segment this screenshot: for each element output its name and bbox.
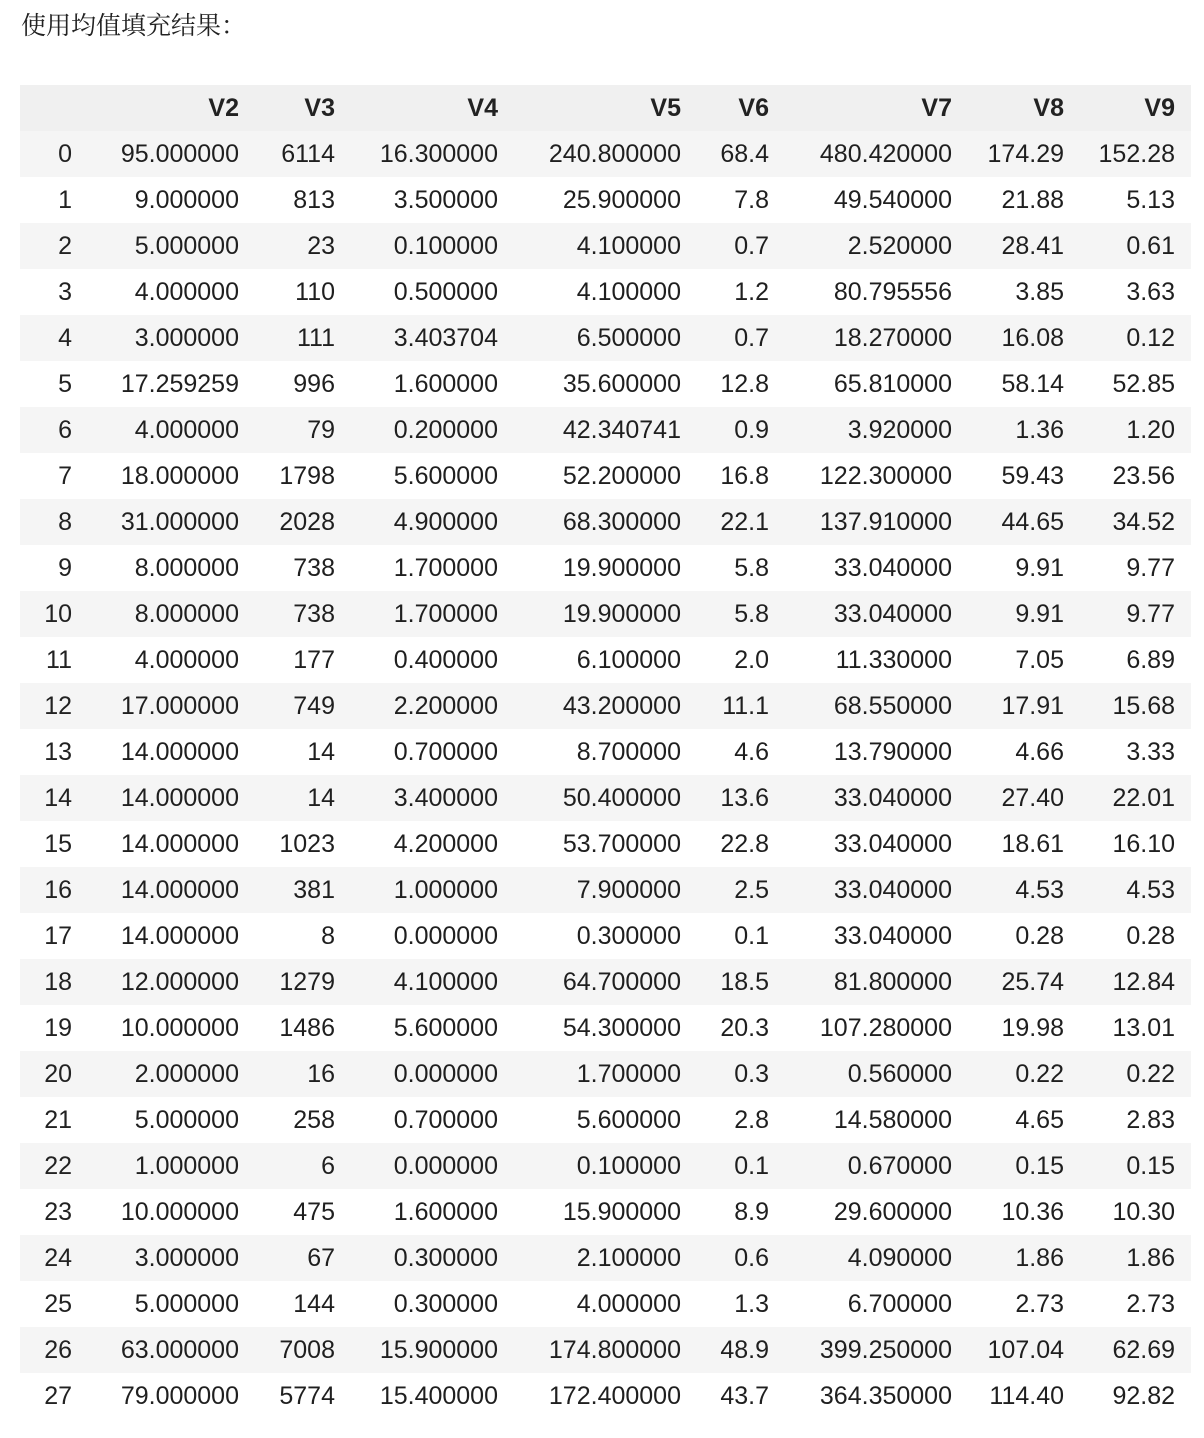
table-cell: 0.400000 [351, 637, 514, 683]
table-cell: 65.810000 [785, 361, 968, 407]
table-cell: 5774 [255, 1373, 351, 1419]
table-cell: 19.900000 [514, 545, 697, 591]
row-index: 7 [20, 453, 88, 499]
table-row [20, 867, 1191, 913]
table-cell: 22.8 [697, 821, 785, 867]
table-cell: 3.400000 [351, 775, 514, 821]
table-cell: 1.700000 [351, 591, 514, 637]
table-cell: 0.22 [968, 1051, 1080, 1097]
table-row [20, 1097, 1191, 1143]
table-row [20, 637, 1191, 683]
table-cell: 9.91 [968, 545, 1080, 591]
table-cell: 5.600000 [351, 1005, 514, 1051]
column-header: V9 [1080, 85, 1191, 131]
table-cell: 34.52 [1080, 499, 1191, 545]
table-cell: 5.8 [697, 545, 785, 591]
dataframe-table [20, 85, 1191, 1419]
row-index: 14 [20, 775, 88, 821]
table-cell: 17.259259 [88, 361, 255, 407]
table-cell: 6.89 [1080, 637, 1191, 683]
table-cell: 1.000000 [88, 1143, 255, 1189]
row-index: 11 [20, 637, 88, 683]
table-cell: 3.63 [1080, 269, 1191, 315]
table-cell: 11.330000 [785, 637, 968, 683]
table-cell: 1.3 [697, 1281, 785, 1327]
table-cell: 6.700000 [785, 1281, 968, 1327]
table-row [20, 315, 1191, 361]
table-cell: 4.900000 [351, 499, 514, 545]
table-cell: 28.41 [968, 223, 1080, 269]
table-cell: 0.6 [697, 1235, 785, 1281]
row-index: 12 [20, 683, 88, 729]
table-cell: 0.670000 [785, 1143, 968, 1189]
table-cell: 177 [255, 637, 351, 683]
table-cell: 4.000000 [88, 407, 255, 453]
table-cell: 1279 [255, 959, 351, 1005]
table-cell: 95.000000 [88, 131, 255, 177]
table-cell: 10.000000 [88, 1005, 255, 1051]
table-cell: 8.000000 [88, 545, 255, 591]
table-cell: 9.77 [1080, 591, 1191, 637]
table-cell: 17.000000 [88, 683, 255, 729]
table-cell: 4.090000 [785, 1235, 968, 1281]
table-cell: 12.8 [697, 361, 785, 407]
row-index: 1 [20, 177, 88, 223]
table-cell: 42.340741 [514, 407, 697, 453]
table-cell: 15.68 [1080, 683, 1191, 729]
table-cell: 18.61 [968, 821, 1080, 867]
table-cell: 0.28 [968, 913, 1080, 959]
table-cell: 3.500000 [351, 177, 514, 223]
table-cell: 5.8 [697, 591, 785, 637]
table-cell: 52.85 [1080, 361, 1191, 407]
table-cell: 33.040000 [785, 591, 968, 637]
table-cell: 3.85 [968, 269, 1080, 315]
table-cell: 68.550000 [785, 683, 968, 729]
table-cell: 114.40 [968, 1373, 1080, 1419]
column-header: V5 [514, 85, 697, 131]
table-cell: 0.300000 [514, 913, 697, 959]
table-cell: 0.22 [1080, 1051, 1191, 1097]
table-cell: 20.3 [697, 1005, 785, 1051]
table-cell: 4.53 [968, 867, 1080, 913]
table-cell: 7.05 [968, 637, 1080, 683]
table-row [20, 959, 1191, 1005]
table-cell: 0.100000 [351, 223, 514, 269]
table-cell: 749 [255, 683, 351, 729]
table-cell: 4.100000 [514, 269, 697, 315]
table-cell: 381 [255, 867, 351, 913]
table-cell: 1.600000 [351, 361, 514, 407]
row-index: 25 [20, 1281, 88, 1327]
table-cell: 3.403704 [351, 315, 514, 361]
table-cell: 174.800000 [514, 1327, 697, 1373]
table-cell: 5.13 [1080, 177, 1191, 223]
table-cell: 2.8 [697, 1097, 785, 1143]
table-cell: 12.84 [1080, 959, 1191, 1005]
table-cell: 13.01 [1080, 1005, 1191, 1051]
table-cell: 23 [255, 223, 351, 269]
table-cell: 813 [255, 177, 351, 223]
table-cell: 0.61 [1080, 223, 1191, 269]
table-cell: 18.000000 [88, 453, 255, 499]
table-cell: 8 [255, 913, 351, 959]
table-cell: 14.580000 [785, 1097, 968, 1143]
table-cell: 2.73 [968, 1281, 1080, 1327]
column-header: V2 [88, 85, 255, 131]
row-index: 23 [20, 1189, 88, 1235]
table-cell: 364.350000 [785, 1373, 968, 1419]
table-cell: 3.000000 [88, 315, 255, 361]
table-cell: 14 [255, 729, 351, 775]
row-index: 10 [20, 591, 88, 637]
table-cell: 2.200000 [351, 683, 514, 729]
row-index: 19 [20, 1005, 88, 1051]
table-cell: 4.53 [1080, 867, 1191, 913]
table-cell: 67 [255, 1235, 351, 1281]
table-cell: 1.700000 [514, 1051, 697, 1097]
table-header-row [20, 85, 1191, 131]
table-cell: 33.040000 [785, 821, 968, 867]
table-cell: 25.74 [968, 959, 1080, 1005]
table-cell: 79 [255, 407, 351, 453]
table-cell: 64.700000 [514, 959, 697, 1005]
row-index: 2 [20, 223, 88, 269]
table-cell: 53.700000 [514, 821, 697, 867]
table-cell: 8.700000 [514, 729, 697, 775]
table-cell: 48.9 [697, 1327, 785, 1373]
table-row [20, 1051, 1191, 1097]
table-cell: 7.900000 [514, 867, 697, 913]
row-index: 22 [20, 1143, 88, 1189]
table-cell: 4.000000 [88, 637, 255, 683]
table-cell: 0.3 [697, 1051, 785, 1097]
table-cell: 35.600000 [514, 361, 697, 407]
row-index: 15 [20, 821, 88, 867]
row-index: 21 [20, 1097, 88, 1143]
table-cell: 17.91 [968, 683, 1080, 729]
table-cell: 4.100000 [514, 223, 697, 269]
table-cell: 8.000000 [88, 591, 255, 637]
table-cell: 4.100000 [351, 959, 514, 1005]
table-cell: 22.01 [1080, 775, 1191, 821]
table-cell: 8.9 [697, 1189, 785, 1235]
table-cell: 33.040000 [785, 913, 968, 959]
table-cell: 4.000000 [514, 1281, 697, 1327]
table-cell: 5.600000 [351, 453, 514, 499]
table-cell: 475 [255, 1189, 351, 1235]
table-cell: 33.040000 [785, 867, 968, 913]
table-cell: 49.540000 [785, 177, 968, 223]
table-cell: 11.1 [697, 683, 785, 729]
table-cell: 480.420000 [785, 131, 968, 177]
table-cell: 9.91 [968, 591, 1080, 637]
table-cell: 3.33 [1080, 729, 1191, 775]
table-cell: 4.6 [697, 729, 785, 775]
table-cell: 33.040000 [785, 775, 968, 821]
table-cell: 62.69 [1080, 1327, 1191, 1373]
table-cell: 0.560000 [785, 1051, 968, 1097]
table-cell: 16.300000 [351, 131, 514, 177]
row-index: 5 [20, 361, 88, 407]
table-cell: 111 [255, 315, 351, 361]
index-header [20, 85, 88, 131]
table-cell: 29.600000 [785, 1189, 968, 1235]
table-cell: 6.100000 [514, 637, 697, 683]
table-cell: 1023 [255, 821, 351, 867]
table-row [20, 1281, 1191, 1327]
row-index: 9 [20, 545, 88, 591]
table-cell: 2.73 [1080, 1281, 1191, 1327]
table-cell: 2.100000 [514, 1235, 697, 1281]
table-cell: 1.600000 [351, 1189, 514, 1235]
table-cell: 7.8 [697, 177, 785, 223]
table-cell: 27.40 [968, 775, 1080, 821]
table-cell: 137.910000 [785, 499, 968, 545]
table-cell: 14 [255, 775, 351, 821]
table-cell: 14.000000 [88, 775, 255, 821]
table-cell: 0.300000 [351, 1235, 514, 1281]
table-cell: 258 [255, 1097, 351, 1143]
table-cell: 23.56 [1080, 453, 1191, 499]
table-row [20, 1235, 1191, 1281]
table-cell: 1.36 [968, 407, 1080, 453]
table-cell: 0.000000 [351, 1051, 514, 1097]
table-row [20, 729, 1191, 775]
row-index: 8 [20, 499, 88, 545]
table-cell: 18.270000 [785, 315, 968, 361]
table-row [20, 1143, 1191, 1189]
row-index: 13 [20, 729, 88, 775]
table-cell: 15.900000 [351, 1327, 514, 1373]
table-cell: 5.000000 [88, 223, 255, 269]
table-cell: 0.700000 [351, 1097, 514, 1143]
table-cell: 14.000000 [88, 913, 255, 959]
table-cell: 79.000000 [88, 1373, 255, 1419]
table-row [20, 821, 1191, 867]
table-cell: 2.5 [697, 867, 785, 913]
table-cell: 0.000000 [351, 913, 514, 959]
table-cell: 174.29 [968, 131, 1080, 177]
table-row [20, 775, 1191, 821]
table-cell: 1.86 [1080, 1235, 1191, 1281]
table-cell: 4.200000 [351, 821, 514, 867]
table-row [20, 545, 1191, 591]
table-cell: 21.88 [968, 177, 1080, 223]
table-row [20, 1189, 1191, 1235]
table-cell: 0.300000 [351, 1281, 514, 1327]
table-cell: 240.800000 [514, 131, 697, 177]
table-cell: 4.65 [968, 1097, 1080, 1143]
table-cell: 0.700000 [351, 729, 514, 775]
row-index: 16 [20, 867, 88, 913]
table-cell: 6114 [255, 131, 351, 177]
table-cell: 2.000000 [88, 1051, 255, 1097]
table-cell: 2028 [255, 499, 351, 545]
table-row [20, 453, 1191, 499]
table-cell: 14.000000 [88, 729, 255, 775]
table-cell: 43.200000 [514, 683, 697, 729]
column-header: V7 [785, 85, 968, 131]
table-cell: 19.98 [968, 1005, 1080, 1051]
table-row [20, 913, 1191, 959]
column-header: V4 [351, 85, 514, 131]
table-cell: 10.30 [1080, 1189, 1191, 1235]
table-cell: 44.65 [968, 499, 1080, 545]
row-index: 6 [20, 407, 88, 453]
table-cell: 1486 [255, 1005, 351, 1051]
table-cell: 16.8 [697, 453, 785, 499]
table-cell: 12.000000 [88, 959, 255, 1005]
table-cell: 152.28 [1080, 131, 1191, 177]
row-index: 4 [20, 315, 88, 361]
table-cell: 9.77 [1080, 545, 1191, 591]
table-row [20, 1005, 1191, 1051]
table-cell: 2.0 [697, 637, 785, 683]
table-row [20, 591, 1191, 637]
table-cell: 2.83 [1080, 1097, 1191, 1143]
table-row [20, 131, 1191, 177]
table-row [20, 361, 1191, 407]
table-cell: 107.04 [968, 1327, 1080, 1373]
table-cell: 50.400000 [514, 775, 697, 821]
table-cell: 0.15 [1080, 1143, 1191, 1189]
table-cell: 59.43 [968, 453, 1080, 499]
table-cell: 16.08 [968, 315, 1080, 361]
table-cell: 144 [255, 1281, 351, 1327]
table-cell: 2.520000 [785, 223, 968, 269]
table-row [20, 1327, 1191, 1373]
table-body [20, 131, 1191, 1419]
table-cell: 996 [255, 361, 351, 407]
table-cell: 9.000000 [88, 177, 255, 223]
row-index: 26 [20, 1327, 88, 1373]
table-cell: 0.1 [697, 1143, 785, 1189]
row-index: 0 [20, 131, 88, 177]
table-cell: 5.600000 [514, 1097, 697, 1143]
table-cell: 13.6 [697, 775, 785, 821]
table-cell: 6 [255, 1143, 351, 1189]
table-cell: 0.7 [697, 315, 785, 361]
table-cell: 16 [255, 1051, 351, 1097]
table-row [20, 683, 1191, 729]
table-cell: 7008 [255, 1327, 351, 1373]
output-caption: 使用均值填充结果： [21, 11, 247, 40]
row-index: 24 [20, 1235, 88, 1281]
table-cell: 1.20 [1080, 407, 1191, 453]
table-row [20, 499, 1191, 545]
table-cell: 5.000000 [88, 1281, 255, 1327]
row-index: 20 [20, 1051, 88, 1097]
table-row [20, 407, 1191, 453]
table-cell: 1798 [255, 453, 351, 499]
table-cell: 1.000000 [351, 867, 514, 913]
table-cell: 0.7 [697, 223, 785, 269]
table-cell: 0.28 [1080, 913, 1191, 959]
table-cell: 92.82 [1080, 1373, 1191, 1419]
table-row [20, 223, 1191, 269]
table-cell: 19.900000 [514, 591, 697, 637]
table-cell: 15.900000 [514, 1189, 697, 1235]
table-cell: 16.10 [1080, 821, 1191, 867]
table-cell: 0.500000 [351, 269, 514, 315]
table-cell: 15.400000 [351, 1373, 514, 1419]
table-cell: 68.300000 [514, 499, 697, 545]
table-cell: 18.5 [697, 959, 785, 1005]
table-cell: 3.920000 [785, 407, 968, 453]
table-cell: 3.000000 [88, 1235, 255, 1281]
table-row [20, 269, 1191, 315]
table-cell: 0.1 [697, 913, 785, 959]
table-cell: 0.000000 [351, 1143, 514, 1189]
column-header: V6 [697, 85, 785, 131]
table-cell: 6.500000 [514, 315, 697, 361]
table-cell: 0.12 [1080, 315, 1191, 361]
table-cell: 13.790000 [785, 729, 968, 775]
table-cell: 81.800000 [785, 959, 968, 1005]
row-index: 18 [20, 959, 88, 1005]
table-cell: 14.000000 [88, 867, 255, 913]
table-cell: 31.000000 [88, 499, 255, 545]
row-index: 27 [20, 1373, 88, 1419]
table-cell: 399.250000 [785, 1327, 968, 1373]
table-cell: 738 [255, 545, 351, 591]
table-cell: 1.86 [968, 1235, 1080, 1281]
table-cell: 107.280000 [785, 1005, 968, 1051]
table-cell: 10.000000 [88, 1189, 255, 1235]
table-cell: 33.040000 [785, 545, 968, 591]
row-index: 3 [20, 269, 88, 315]
table-cell: 52.200000 [514, 453, 697, 499]
table-cell: 63.000000 [88, 1327, 255, 1373]
column-header: V3 [255, 85, 351, 131]
table-cell: 1.2 [697, 269, 785, 315]
table-cell: 0.15 [968, 1143, 1080, 1189]
table-cell: 14.000000 [88, 821, 255, 867]
table-cell: 0.200000 [351, 407, 514, 453]
table-cell: 4.000000 [88, 269, 255, 315]
table-cell: 68.4 [697, 131, 785, 177]
table-cell: 58.14 [968, 361, 1080, 407]
table-cell: 1.700000 [351, 545, 514, 591]
column-header: V8 [968, 85, 1080, 131]
table-cell: 0.9 [697, 407, 785, 453]
table-cell: 43.7 [697, 1373, 785, 1419]
table-cell: 122.300000 [785, 453, 968, 499]
table-cell: 54.300000 [514, 1005, 697, 1051]
table-cell: 0.100000 [514, 1143, 697, 1189]
row-index: 17 [20, 913, 88, 959]
table-cell: 110 [255, 269, 351, 315]
table-row [20, 1373, 1191, 1419]
table-cell: 25.900000 [514, 177, 697, 223]
table-cell: 5.000000 [88, 1097, 255, 1143]
table-row [20, 177, 1191, 223]
table-cell: 22.1 [697, 499, 785, 545]
table-cell: 4.66 [968, 729, 1080, 775]
table-cell: 738 [255, 591, 351, 637]
table-cell: 80.795556 [785, 269, 968, 315]
table-cell: 172.400000 [514, 1373, 697, 1419]
table-cell: 10.36 [968, 1189, 1080, 1235]
